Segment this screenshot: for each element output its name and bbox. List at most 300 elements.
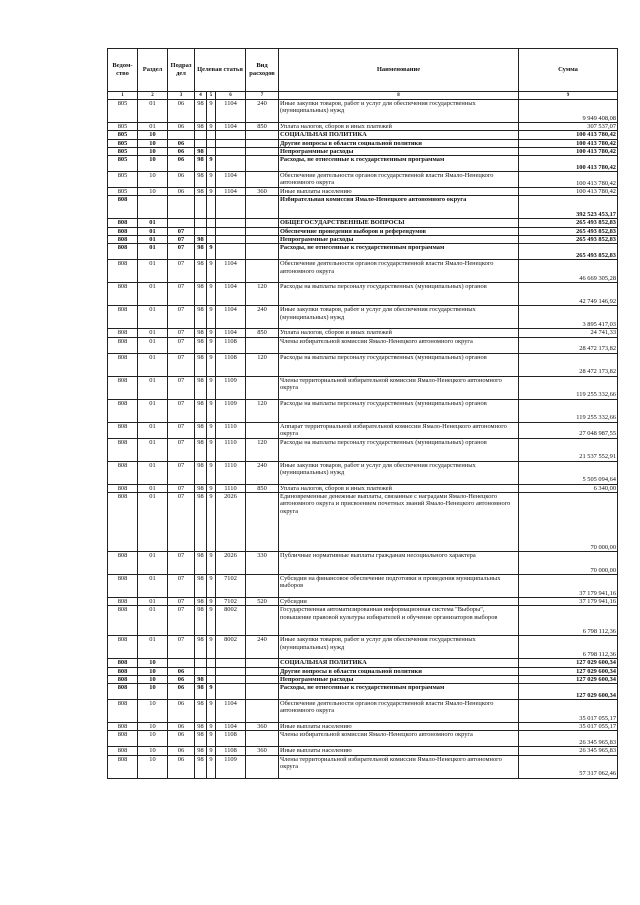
target-item-cell [216, 244, 246, 260]
amount-cell: 9 949 408,08 [519, 100, 618, 123]
item-name-cell: Непрограммные расходы [279, 675, 519, 683]
ministry-code-cell: 808 [108, 244, 138, 260]
target-item-cell: 1110 [216, 422, 246, 438]
ministry-code-cell: 805 [108, 156, 138, 172]
target-subcode-cell [207, 659, 216, 667]
target-subcode-cell: 9 [207, 606, 216, 636]
target-item-cell: 1108 [216, 337, 246, 353]
expense-type-cell [246, 492, 279, 551]
target-item-cell: 1104 [216, 723, 246, 731]
subsection-code-cell: 07 [168, 329, 195, 337]
target-item-cell: 2026 [216, 492, 246, 551]
section-code-cell: 10 [138, 172, 168, 188]
subsection-code-cell: 07 [168, 244, 195, 260]
table-row [108, 188, 618, 196]
subsection-code-cell: 06 [168, 147, 195, 155]
target-subcode-cell: 9 [207, 244, 216, 260]
section-code-cell: 10 [138, 131, 168, 139]
header-target: Целевая статья [195, 49, 246, 92]
amount-cell: 127 029 600,34 [519, 675, 618, 683]
subsection-code-cell: 07 [168, 574, 195, 597]
subsection-code-cell: 07 [168, 236, 195, 244]
table-row [108, 139, 618, 147]
target-subcode-cell: 9 [207, 597, 216, 605]
target-subcode-cell [207, 131, 216, 139]
target-code-cell: 98 [195, 731, 207, 747]
subsection-code-cell: 07 [168, 283, 195, 306]
ministry-code-cell: 808 [108, 260, 138, 283]
subsection-code-cell: 07 [168, 376, 195, 399]
subsection-code-cell: 06 [168, 188, 195, 196]
target-item-cell: 1109 [216, 755, 246, 778]
target-item-cell [216, 227, 246, 235]
subsection-code-cell: 07 [168, 260, 195, 283]
amount-cell: 35 017 055,17 [519, 700, 618, 723]
target-subcode-cell: 9 [207, 723, 216, 731]
amount-cell: 265 493 852,83 [519, 227, 618, 235]
table-row [108, 700, 618, 723]
target-code-cell: 98 [195, 376, 207, 399]
target-code-cell: 98 [195, 755, 207, 778]
item-name-cell: ОБЩЕГОСУДАРСТВЕННЫЕ ВОПРОСЫ [279, 219, 519, 227]
subsection-code-cell: 06 [168, 747, 195, 755]
ministry-code-cell: 808 [108, 484, 138, 492]
ministry-code-cell: 808 [108, 574, 138, 597]
section-code-cell: 01 [138, 283, 168, 306]
expense-type-cell [246, 219, 279, 227]
table-row [108, 684, 618, 700]
section-code-cell: 01 [138, 422, 168, 438]
column-number: 9 [519, 92, 618, 100]
ministry-code-cell: 805 [108, 123, 138, 131]
ministry-code-cell: 808 [108, 227, 138, 235]
target-item-cell [216, 236, 246, 244]
target-subcode-cell: 9 [207, 260, 216, 283]
column-number: 1 [108, 92, 138, 100]
table-row [108, 438, 618, 461]
target-item-cell: 1104 [216, 700, 246, 723]
expense-type-cell: 850 [246, 329, 279, 337]
expense-type-cell: 120 [246, 353, 279, 376]
target-code-cell: 98 [195, 551, 207, 574]
table-row [108, 723, 618, 731]
target-code-cell: 98 [195, 337, 207, 353]
amount-cell: 3 895 417,03 [519, 306, 618, 329]
amount-cell: 265 493 852,83 [519, 236, 618, 244]
table-row [108, 156, 618, 172]
section-code-cell: 01 [138, 100, 168, 123]
ministry-code-cell: 805 [108, 172, 138, 188]
target-code-cell: 98 [195, 484, 207, 492]
table-row [108, 675, 618, 683]
expense-type-cell: 330 [246, 551, 279, 574]
amount-cell: 28 472 173,82 [519, 353, 618, 376]
ministry-code-cell: 808 [108, 306, 138, 329]
amount-cell: 100 413 780,42 [519, 188, 618, 196]
subsection-code-cell: 07 [168, 636, 195, 659]
target-item-cell: 1110 [216, 484, 246, 492]
subsection-code-cell: 07 [168, 399, 195, 422]
ministry-code-cell: 808 [108, 667, 138, 675]
table-row [108, 574, 618, 597]
item-name-cell: Члены территориальной избирательной комиссии Ямало-Ненецкого автономного округа [279, 376, 519, 399]
target-code-cell: 98 [195, 244, 207, 260]
expense-type-cell [246, 422, 279, 438]
expense-type-cell [246, 675, 279, 683]
target-code-cell: 98 [195, 147, 207, 155]
section-code-cell: 01 [138, 438, 168, 461]
target-subcode-cell: 9 [207, 636, 216, 659]
expense-type-cell: 240 [246, 100, 279, 123]
column-number: 6 [216, 92, 246, 100]
table-row [108, 484, 618, 492]
target-code-cell: 98 [195, 399, 207, 422]
target-code-cell: 98 [195, 684, 207, 700]
column-number: 8 [279, 92, 519, 100]
section-code-cell: 10 [138, 188, 168, 196]
target-item-cell [216, 196, 246, 219]
section-code-cell: 10 [138, 700, 168, 723]
amount-cell: 27 048 987,55 [519, 422, 618, 438]
expense-type-cell [246, 260, 279, 283]
target-code-cell: 98 [195, 260, 207, 283]
amount-cell: 392 523 453,17 [519, 196, 618, 219]
item-name-cell: Непрограммные расходы [279, 236, 519, 244]
table-row [108, 329, 618, 337]
section-code-cell: 10 [138, 139, 168, 147]
section-code-cell: 01 [138, 306, 168, 329]
target-code-cell: 98 [195, 747, 207, 755]
subsection-code-cell: 07 [168, 353, 195, 376]
expense-type-cell: 360 [246, 747, 279, 755]
subsection-code-cell [168, 196, 195, 219]
target-item-cell: 1109 [216, 376, 246, 399]
expense-type-cell [246, 156, 279, 172]
target-code-cell: 98 [195, 636, 207, 659]
amount-cell: 37 179 941,16 [519, 574, 618, 597]
amount-cell: 37 179 941,16 [519, 597, 618, 605]
expense-type-cell: 240 [246, 306, 279, 329]
section-code-cell: 01 [138, 399, 168, 422]
target-subcode-cell: 9 [207, 306, 216, 329]
ministry-code-cell: 808 [108, 755, 138, 778]
amount-cell: 119 255 332,66 [519, 399, 618, 422]
expense-type-cell [246, 337, 279, 353]
amount-cell: 100 413 780,42 [519, 156, 618, 172]
table-row [108, 219, 618, 227]
expense-type-cell [246, 606, 279, 636]
expense-type-cell [246, 147, 279, 155]
expense-type-cell: 850 [246, 123, 279, 131]
table-row [108, 659, 618, 667]
amount-cell: 265 493 852,83 [519, 219, 618, 227]
expense-type-cell [246, 244, 279, 260]
item-name-cell: Расходы, не отнесенные к государственным программам [279, 156, 519, 172]
section-code-cell: 01 [138, 123, 168, 131]
expense-type-cell [246, 700, 279, 723]
item-name-cell: Обеспечение деятельности органов государственной власти Ямало-Ненецкого автономного округа [279, 700, 519, 723]
target-subcode-cell: 9 [207, 188, 216, 196]
target-code-cell: 98 [195, 283, 207, 306]
table-row [108, 123, 618, 131]
target-code-cell: 98 [195, 172, 207, 188]
item-name-cell: Иные закупки товаров, работ и услуг для обеспечения государственных (муниципальных) нужд [279, 636, 519, 659]
target-item-cell [216, 139, 246, 147]
header-subsection: Подраз дел [168, 49, 195, 92]
ministry-code-cell: 808 [108, 219, 138, 227]
table-row [108, 731, 618, 747]
table-row [108, 376, 618, 399]
table-row [108, 172, 618, 188]
target-code-cell: 98 [195, 700, 207, 723]
item-name-cell: Расходы на выплаты персоналу государственных (муниципальных) органов [279, 353, 519, 376]
ministry-code-cell: 808 [108, 376, 138, 399]
target-code-cell: 98 [195, 597, 207, 605]
ministry-code-cell: 808 [108, 597, 138, 605]
target-code-cell: 98 [195, 438, 207, 461]
table-row [108, 283, 618, 306]
section-code-cell: 10 [138, 147, 168, 155]
expense-type-cell: 240 [246, 636, 279, 659]
subsection-code-cell: 06 [168, 100, 195, 123]
ministry-code-cell: 808 [108, 675, 138, 683]
target-subcode-cell: 9 [207, 172, 216, 188]
subsection-code-cell: 06 [168, 675, 195, 683]
ministry-code-cell: 808 [108, 196, 138, 219]
item-name-cell: Аппарат территориальной избирательной комиссии Ямало-Ненецкого автономного округа [279, 422, 519, 438]
amount-cell: 26 345 965,83 [519, 747, 618, 755]
target-code-cell [195, 659, 207, 667]
table-row [108, 244, 618, 260]
target-code-cell [195, 227, 207, 235]
ministry-code-cell: 808 [108, 353, 138, 376]
item-name-cell: Другие вопросы в области социальной политики [279, 139, 519, 147]
target-subcode-cell: 9 [207, 156, 216, 172]
table-header-row [108, 49, 618, 92]
expense-type-cell: 120 [246, 438, 279, 461]
expense-type-cell: 850 [246, 484, 279, 492]
amount-cell: 42 749 146,92 [519, 283, 618, 306]
target-subcode-cell: 9 [207, 376, 216, 399]
expense-type-cell: 120 [246, 283, 279, 306]
subsection-code-cell: 06 [168, 667, 195, 675]
amount-cell: 119 255 332,66 [519, 376, 618, 399]
table-row [108, 597, 618, 605]
target-item-cell [216, 675, 246, 683]
section-code-cell: 01 [138, 551, 168, 574]
target-code-cell: 98 [195, 306, 207, 329]
target-code-cell [195, 131, 207, 139]
budget-table [107, 48, 618, 779]
table-row [108, 260, 618, 283]
target-subcode-cell: 9 [207, 283, 216, 306]
section-code-cell: 10 [138, 156, 168, 172]
item-name-cell: Расходы на выплаты персоналу государственных (муниципальных) органов [279, 283, 519, 306]
target-code-cell: 98 [195, 188, 207, 196]
expense-type-cell [246, 659, 279, 667]
target-item-cell: 1110 [216, 438, 246, 461]
item-name-cell: Обеспечение проведения выборов и референдумов [279, 227, 519, 235]
target-subcode-cell: 9 [207, 422, 216, 438]
section-code-cell: 01 [138, 329, 168, 337]
amount-cell: 5 505 094,64 [519, 461, 618, 484]
section-code-cell: 10 [138, 675, 168, 683]
ministry-code-cell: 808 [108, 461, 138, 484]
target-item-cell [216, 684, 246, 700]
section-code-cell: 01 [138, 461, 168, 484]
ministry-code-cell: 808 [108, 747, 138, 755]
header-ministry: Ведом-ство [108, 49, 138, 92]
expense-type-cell [246, 667, 279, 675]
amount-cell: 100 413 780,42 [519, 131, 618, 139]
item-name-cell: Члены территориальной избирательной комиссии Ямало-Ненецкого автономного округа [279, 755, 519, 778]
ministry-code-cell: 808 [108, 422, 138, 438]
subsection-code-cell: 06 [168, 123, 195, 131]
ministry-code-cell: 808 [108, 731, 138, 747]
amount-cell: 100 413 780,42 [519, 139, 618, 147]
item-name-cell: Расходы, не отнесенные к государственным программам [279, 684, 519, 700]
item-name-cell: Единовременные денежные выплаты, связанные с наградами Ямало-Ненецкого автономного округа и присвоением почетных званий Ямало-Ненецкого автономного округа [279, 492, 519, 551]
expense-type-cell: 360 [246, 188, 279, 196]
ministry-code-cell: 808 [108, 329, 138, 337]
ministry-code-cell: 805 [108, 100, 138, 123]
section-code-cell: 01 [138, 219, 168, 227]
target-subcode-cell: 9 [207, 492, 216, 551]
subsection-code-cell: 07 [168, 438, 195, 461]
section-code-cell: 01 [138, 574, 168, 597]
target-code-cell [195, 219, 207, 227]
section-code-cell: 10 [138, 747, 168, 755]
target-item-cell [216, 219, 246, 227]
target-item-cell [216, 659, 246, 667]
item-name-cell: Публичные нормативные выплаты гражданам несоциального характера [279, 551, 519, 574]
section-code-cell: 01 [138, 606, 168, 636]
item-name-cell: Члены избирательной комиссии Ямало-Ненецкого автономного округа [279, 337, 519, 353]
section-code-cell: 10 [138, 731, 168, 747]
table-body [108, 100, 618, 779]
target-subcode-cell: 9 [207, 337, 216, 353]
subsection-code-cell: 07 [168, 422, 195, 438]
target-subcode-cell: 9 [207, 461, 216, 484]
header-expense-type: Вид расходов [246, 49, 279, 92]
target-code-cell: 98 [195, 422, 207, 438]
target-code-cell: 98 [195, 329, 207, 337]
expense-type-cell [246, 684, 279, 700]
section-code-cell: 01 [138, 353, 168, 376]
section-code-cell: 10 [138, 723, 168, 731]
target-subcode-cell: 9 [207, 353, 216, 376]
target-subcode-cell: 9 [207, 438, 216, 461]
item-name-cell: СОЦИАЛЬНАЯ ПОЛИТИКА [279, 659, 519, 667]
target-item-cell: 1104 [216, 100, 246, 123]
subsection-code-cell: 07 [168, 484, 195, 492]
ministry-code-cell: 808 [108, 283, 138, 306]
subsection-code-cell [168, 219, 195, 227]
table-row [108, 353, 618, 376]
section-code-cell: 10 [138, 659, 168, 667]
target-item-cell [216, 667, 246, 675]
target-subcode-cell: 9 [207, 100, 216, 123]
item-name-cell: Иные выплаты населению [279, 747, 519, 755]
target-item-cell: 7102 [216, 574, 246, 597]
column-number-row [108, 92, 618, 100]
target-item-cell: 8002 [216, 606, 246, 636]
amount-cell: 57 317 062,46 [519, 755, 618, 778]
section-code-cell: 01 [138, 484, 168, 492]
target-item-cell: 1104 [216, 329, 246, 337]
target-subcode-cell [207, 236, 216, 244]
section-code-cell: 01 [138, 376, 168, 399]
ministry-code-cell: 808 [108, 399, 138, 422]
amount-cell: 6 798 112,36 [519, 606, 618, 636]
table-row [108, 100, 618, 123]
item-name-cell: Субсидии [279, 597, 519, 605]
subsection-code-cell: 07 [168, 597, 195, 605]
subsection-code-cell: 07 [168, 492, 195, 551]
ministry-code-cell: 805 [108, 139, 138, 147]
column-number: 3 [168, 92, 195, 100]
target-item-cell: 2026 [216, 551, 246, 574]
item-name-cell: Уплата налогов, сборов и иных платежей [279, 484, 519, 492]
section-code-cell: 01 [138, 337, 168, 353]
expense-type-cell [246, 574, 279, 597]
target-subcode-cell [207, 667, 216, 675]
target-subcode-cell [207, 139, 216, 147]
ministry-code-cell: 808 [108, 636, 138, 659]
section-code-cell: 01 [138, 244, 168, 260]
subsection-code-cell: 07 [168, 461, 195, 484]
amount-cell: 100 413 780,42 [519, 147, 618, 155]
table-row [108, 337, 618, 353]
table-row [108, 236, 618, 244]
target-item-cell [216, 147, 246, 155]
item-name-cell: Иные выплаты населению [279, 723, 519, 731]
ministry-code-cell: 808 [108, 492, 138, 551]
item-name-cell: Иные выплаты населению [279, 188, 519, 196]
amount-cell: 265 493 852,83 [519, 244, 618, 260]
ministry-code-cell: 808 [108, 606, 138, 636]
table-row [108, 196, 618, 219]
section-code-cell: 10 [138, 667, 168, 675]
item-name-cell: Члены избирательной комиссии Ямало-Ненецкого автономного округа [279, 731, 519, 747]
item-name-cell: Непрограммные расходы [279, 147, 519, 155]
section-code-cell: 01 [138, 492, 168, 551]
target-code-cell: 98 [195, 156, 207, 172]
ministry-code-cell: 805 [108, 147, 138, 155]
table-row [108, 131, 618, 139]
target-subcode-cell: 9 [207, 731, 216, 747]
target-code-cell: 98 [195, 123, 207, 131]
expense-type-cell: 240 [246, 461, 279, 484]
table-row [108, 422, 618, 438]
subsection-code-cell: 06 [168, 700, 195, 723]
item-name-cell: Расходы, не отнесенные к государственным программам [279, 244, 519, 260]
subsection-code-cell: 06 [168, 755, 195, 778]
amount-cell: 70 000,00 [519, 551, 618, 574]
subsection-code-cell: 07 [168, 551, 195, 574]
target-subcode-cell: 9 [207, 123, 216, 131]
item-name-cell: Уплата налогов, сборов и иных платежей [279, 123, 519, 131]
subsection-code-cell: 06 [168, 731, 195, 747]
table-row [108, 492, 618, 551]
expense-type-cell [246, 755, 279, 778]
target-code-cell: 98 [195, 675, 207, 683]
target-subcode-cell: 9 [207, 684, 216, 700]
subsection-code-cell: 07 [168, 606, 195, 636]
amount-cell: 6 340,00 [519, 484, 618, 492]
expense-type-cell [246, 196, 279, 219]
target-code-cell: 98 [195, 574, 207, 597]
